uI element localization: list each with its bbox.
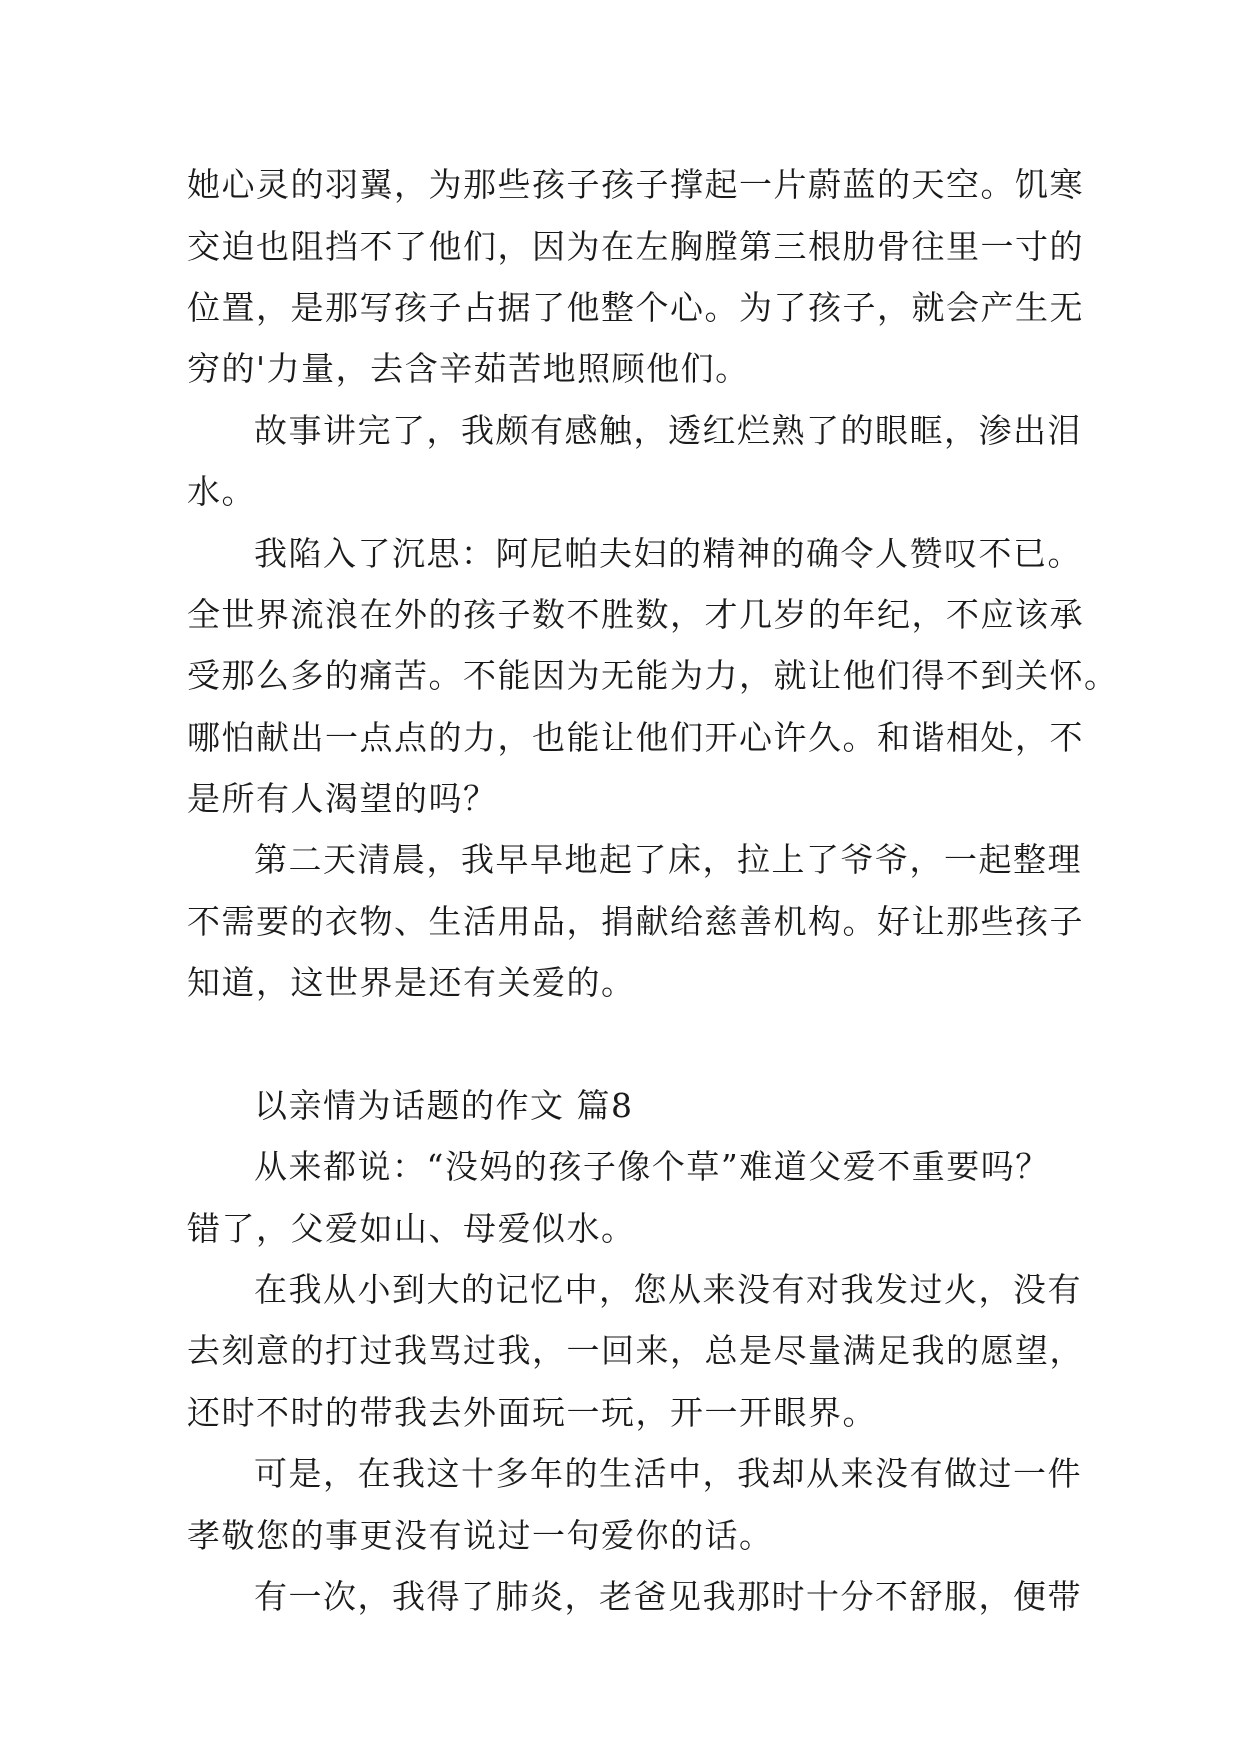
text-line: 孝敬您的事更没有说过一句爱你的话。 — [187, 1516, 774, 1555]
text-line: 还时不时的带我去外面玩一玩，开一开眼界。 — [187, 1393, 877, 1432]
text-line: 故事讲完了，我颇有感触，透红烂熟了的眼眶，渗出泪 — [254, 411, 1082, 450]
text-line: 水。 — [187, 472, 256, 511]
text-line: 可是，在我这十多年的生活中，我却从来没有做过一件 — [254, 1454, 1082, 1493]
text-line: 从来都说：“没妈的孩子像个草”难道父爱不重要吗？ — [254, 1147, 1050, 1186]
text-line: 位置，是那写孩子占据了他整个心。为了孩子，就会产生无 — [187, 288, 1084, 327]
text-line: 错了，父爱如山、母爱似水。 — [187, 1209, 636, 1248]
text-line: 受那么多的痛苦。不能因为无能为力，就让他们得不到关怀。 — [187, 656, 1119, 695]
text-line: 交迫也阻挡不了他们，因为在左胸膛第三根肋骨往里一寸的 — [187, 227, 1084, 266]
text-line: 有一次，我得了肺炎，老爸见我那时十分不舒服，便带 — [254, 1577, 1082, 1616]
text-line: 不需要的衣物、生活用品，捐献给慈善机构。好让那些孩子 — [187, 902, 1084, 941]
section-heading: 以亲情为话题的作文 篇8 — [254, 1086, 634, 1125]
text-line: 她心灵的羽翼，为那些孩子孩子撑起一片蔚蓝的天空。饥寒 — [187, 165, 1084, 204]
text-line: 穷的'力量，去含辛茹苦地照顾他们。 — [187, 349, 750, 388]
text-line: 在我从小到大的记忆中，您从来没有对我发过火，没有 — [254, 1270, 1082, 1309]
text-line: 哪怕献出一点点的力，也能让他们开心许久。和谐相处，不 — [187, 718, 1084, 757]
text-line: 全世界流浪在外的孩子数不胜数，才几岁的年纪，不应该承 — [187, 595, 1084, 634]
text-line: 知道，这世界是还有关爱的。 — [187, 963, 636, 1002]
text-line: 我陷入了沉思：阿尼帕夫妇的精神的确令人赞叹不已。 — [254, 534, 1082, 573]
text-line: 去刻意的打过我骂过我，一回来，总是尽量满足我的愿望， — [187, 1331, 1084, 1370]
text-line: 是所有人渴望的吗？ — [187, 779, 498, 818]
text-line: 第二天清晨，我早早地起了床，拉上了爷爷，一起整理 — [254, 840, 1082, 879]
